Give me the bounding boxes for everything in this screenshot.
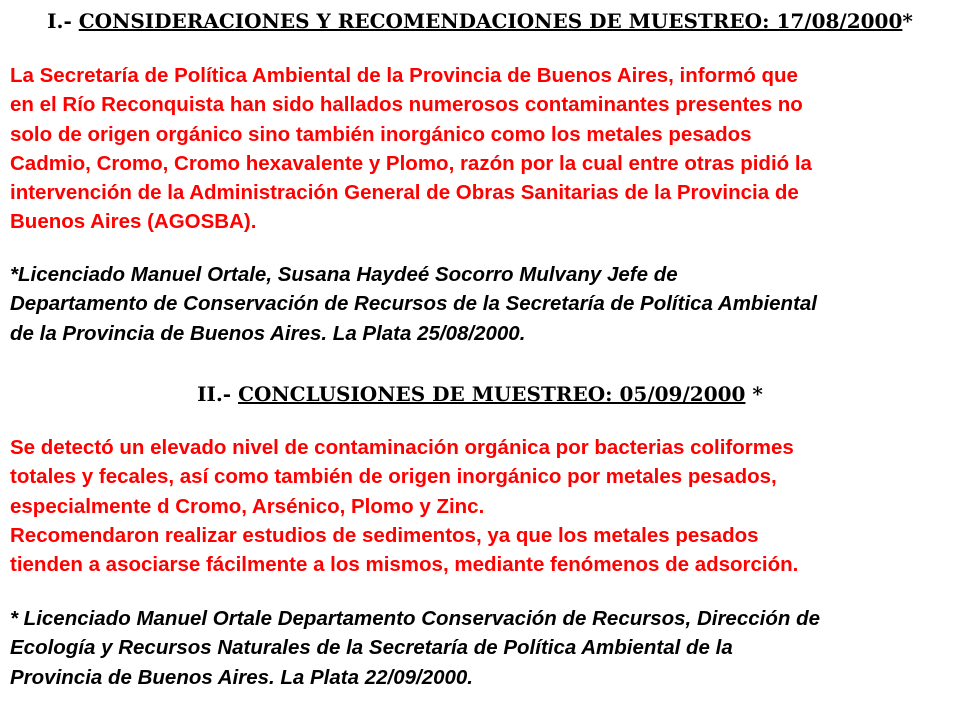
section-1-heading-prefix: I.- — [47, 9, 79, 33]
section-1-body-line: intervención de la Administración General de Obras Sanitarias de la Provincia de — [10, 181, 799, 205]
section-2-body-line: especialmente d Cromo, Arsénico, Plomo y Zinc. — [10, 494, 485, 518]
section-2-heading-prefix: II.- — [197, 382, 239, 406]
section-2-heading-suffix: * — [745, 382, 763, 406]
section-1-body-line: Cadmio, Cromo, Cromo hexavalente y Plomo, razón por la cual entre otras pidió la — [10, 151, 812, 175]
section-2-body-line: totales y fecales, así como también de origen inorgánico por metales pesados, — [10, 465, 777, 489]
section-1-body-line: en el Río Reconquista han sido hallados numerosos contaminantes presentes no — [10, 93, 803, 117]
section-2-body-line: Recomendaron realizar estudios de sedimentos, ya que los metales pesados — [10, 523, 759, 547]
section-2-source-line: Ecología y Recursos Naturales de la Secretaría de Política Ambiental de la — [10, 636, 733, 660]
section-1-heading-title: CONSIDERACIONES Y RECOMENDACIONES DE MUESTREO: 17/08/2000 — [78, 9, 903, 33]
section-2-body-line: Se detectó un elevado nivel de contaminación orgánica por bacterias coliformes — [10, 436, 794, 459]
section-1-source — [10, 260, 955, 348]
section-2-body-line: tienden a asociarse fácilmente a los mismos, mediante fenómenos de adsorción. — [10, 553, 799, 577]
section-2-source-line: Provincia de Buenos Aires. La Plata 22/09/2000. — [10, 665, 473, 689]
section-1-body-line: Buenos Aires (AGOSBA). — [10, 210, 257, 234]
section-1-body-line: La Secretaría de Política Ambiental de la Provincia de Buenos Aires, informó que — [10, 64, 798, 87]
section-1-source-line: de la Provincia de Buenos Aires. La Plata 25/08/2000. — [10, 321, 526, 345]
section-2-heading — [0, 381, 960, 407]
section-1-heading-suffix: * — [902, 9, 913, 33]
section-1-body-line: solo de origen orgánico sino también inorgánico como los metales pesados — [10, 122, 752, 146]
section-2-heading-title: CONCLUSIONES DE MUESTREO: 05/09/2000 — [238, 382, 746, 406]
section-1-body — [10, 61, 955, 237]
section-2-source — [10, 604, 955, 692]
section-1-heading — [0, 8, 960, 34]
section-2-source-line: * Licenciado Manuel Ortale Departamento Conservación de Recursos, Dirección de — [10, 607, 820, 630]
section-1-source-line: Departamento de Conservación de Recursos de la Secretaría de Política Ambiental — [10, 292, 817, 316]
section-1-source-line: *Licenciado Manuel Ortale, Susana Haydeé Socorro Mulvany Jefe de — [10, 263, 678, 286]
section-2-body — [10, 433, 955, 579]
